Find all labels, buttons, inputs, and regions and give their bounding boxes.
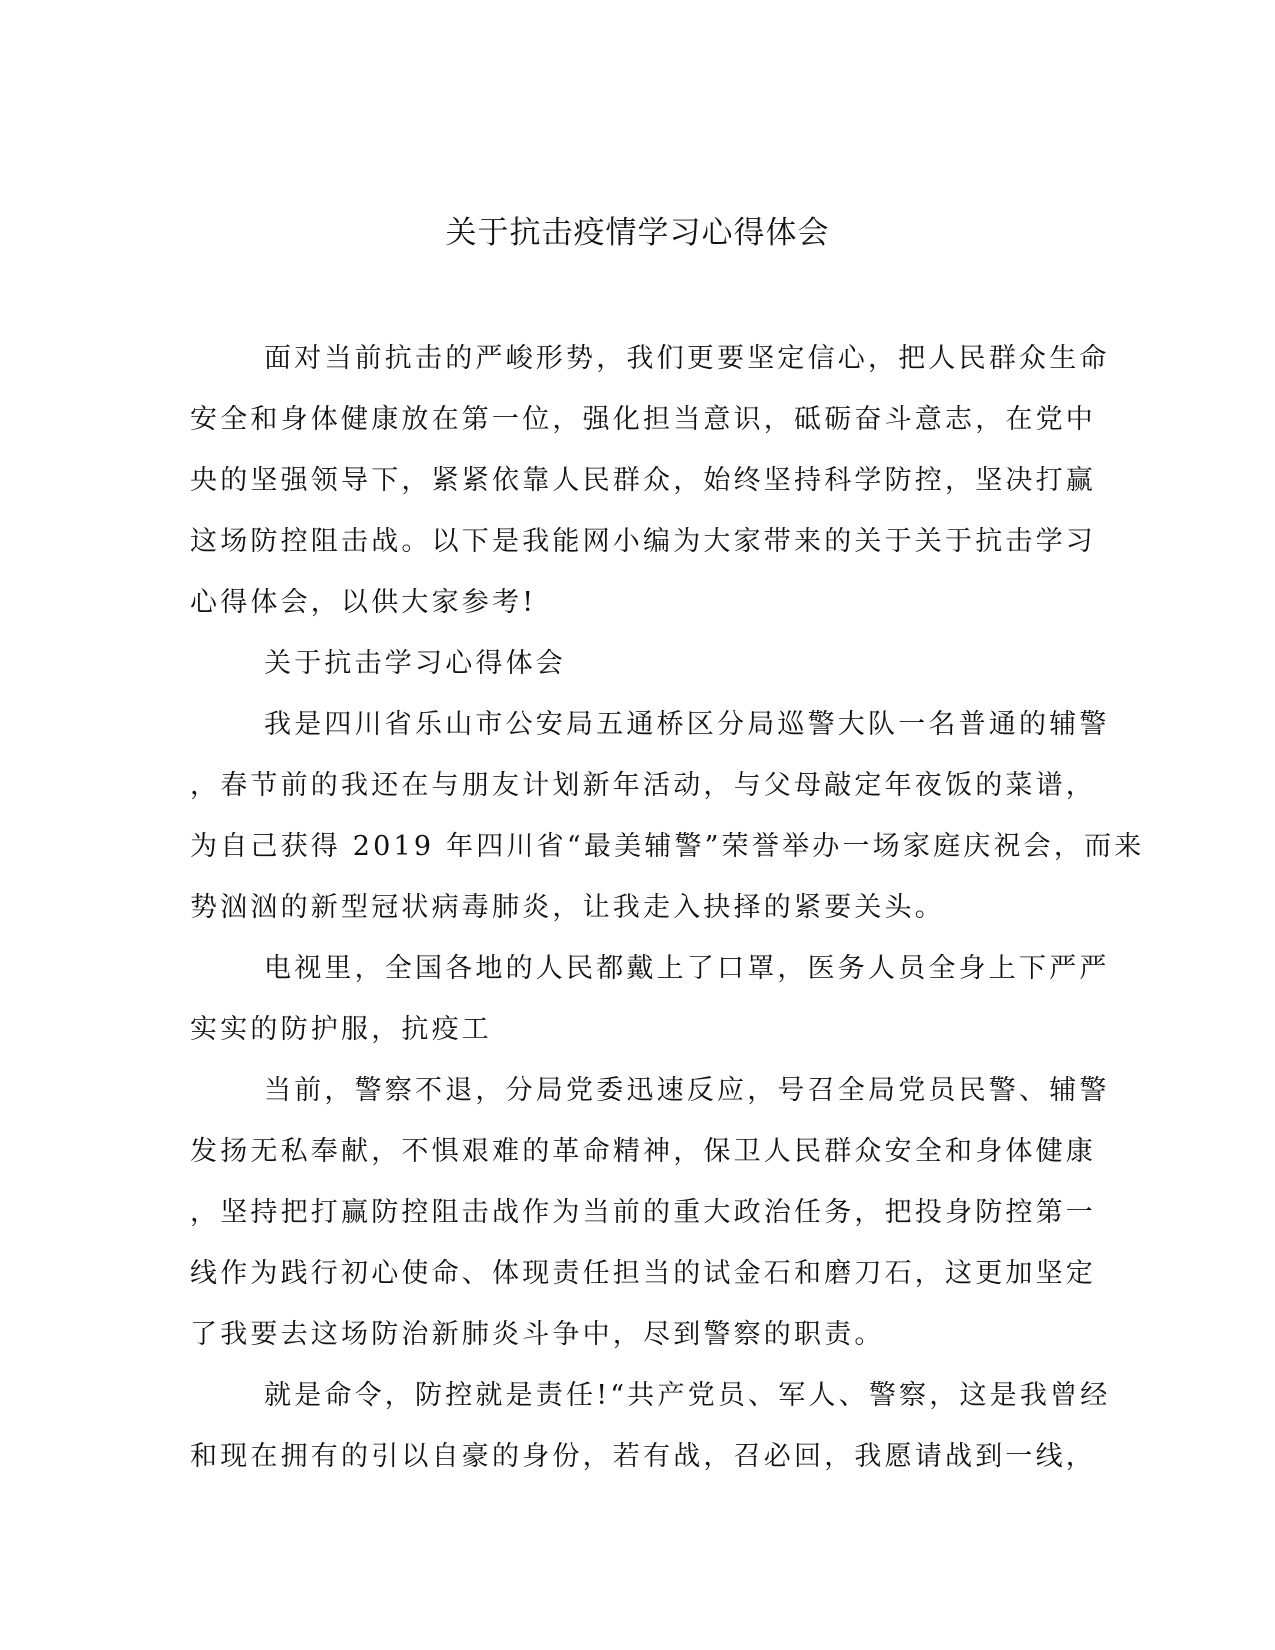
text-line: 线作为践行初心使命、体现责任担当的试金石和磨刀石，这更加坚定 (190, 1258, 1096, 1289)
text-line: 当前，警察不退，分局党委迅速反应，号召全局党员民警、辅警 (264, 1075, 1110, 1106)
document-body (190, 328, 1145, 1487)
text-line: 心得体会，以供大家参考! (190, 587, 537, 618)
text-line: 面对当前抗击的严峻形势，我们更要坚定信心，把人民群众生命 (264, 343, 1110, 374)
text-line: 电视里，全国各地的人民都戴上了口罩，医务人员全身上下严严 (264, 953, 1110, 984)
text-line: 势汹汹的新型冠状病毒肺炎，让我走入抉择的紧要关头。 (190, 892, 945, 923)
text-line: 实实的防护服，抗疫工 (190, 1014, 492, 1045)
text-line: 和现在拥有的引以自豪的身份，若有战，召必回，我愿请战到一线， (190, 1441, 1096, 1472)
text-line: 就是命令，防控就是责任!“共产党员、军人、警察，这是我曾经 (264, 1380, 1111, 1411)
text-line: 这场防控阻击战。以下是我能网小编为大家带来的关于关于抗击学习 (190, 526, 1096, 557)
text-line: 央的坚强领导下，紧紧依靠人民群众，始终坚持科学防控，坚决打赢 (190, 465, 1096, 496)
text-line: ，春节前的我还在与朋友计划新年活动，与父母敲定年夜饭的菜谱， (190, 770, 1096, 801)
document-title: 关于抗击疫情学习心得体会 (445, 215, 830, 251)
text-line: 安全和身体健康放在第一位，强化担当意识，砥砺奋斗意志，在党中 (190, 404, 1096, 435)
text-line: 发扬无私奉献，不惧艰难的革命精神，保卫人民群众安全和身体健康 (190, 1136, 1096, 1167)
text-line: 我是四川省乐山市公安局五通桥区分局巡警大队一名普通的辅警 (264, 709, 1110, 740)
text-line: 了我要去这场防治新肺炎斗争中，尽到警察的职责。 (190, 1319, 885, 1350)
text-line: ，坚持把打赢防控阻击战作为当前的重大政治任务，把投身防控第一 (190, 1197, 1096, 1228)
text-line: 为自己获得 2019 年四川省“最美辅警”荣誉举办一场家庭庆祝会，而来 (190, 831, 1145, 862)
section-heading: 关于抗击学习心得体会 (264, 648, 566, 679)
